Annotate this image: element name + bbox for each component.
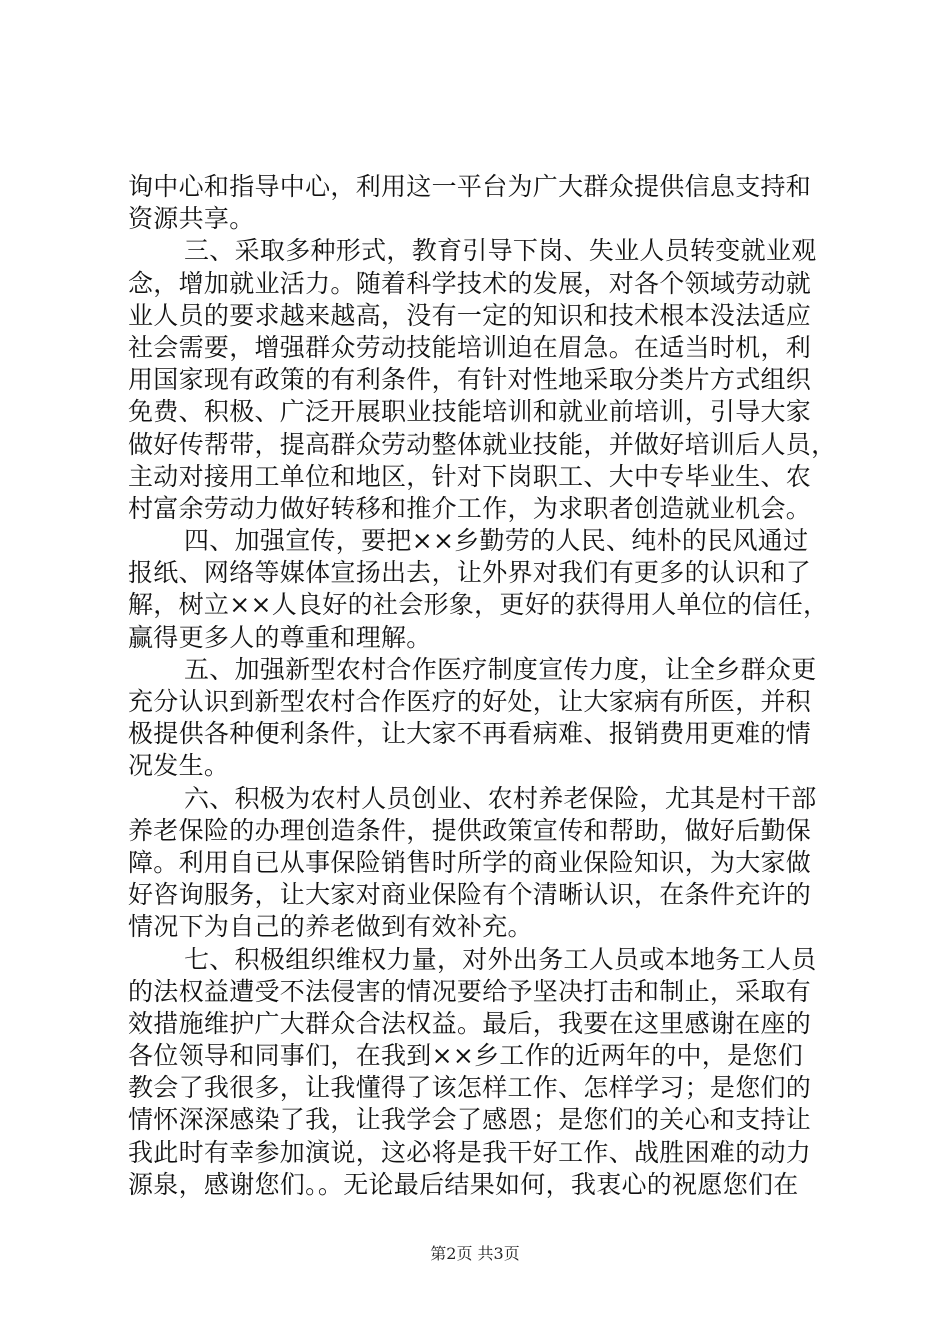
text-line: 解，树立××人良好的社会形象，更好的获得用人单位的信任， <box>128 590 829 620</box>
text-line: 询中心和指导中心，利用这一平台为广大群众提供信息支持和 <box>128 172 812 201</box>
document-body <box>128 171 837 1201</box>
text-line: 我此时有幸参加演说，这必将是我干好工作、战胜困难的动力 <box>128 1137 812 1167</box>
text-line: 主动对接用工单位和地区，针对下岗职工、大中专毕业生、农 <box>128 461 812 491</box>
paragraph-first-line: 七、积极组织维权力量，对外出务工人员或本地务工人员 <box>184 944 817 974</box>
text-line: 教会了我很多，让我懂得了该怎样工作、怎样学习；是您们的 <box>128 1073 812 1103</box>
text-line: 念，增加就业活力。随着科学技术的发展，对各个领域劳动就 <box>128 268 812 298</box>
text-line: 各位领导和同事们，在我到××乡工作的近两年的中，是您们 <box>128 1041 803 1071</box>
text-line: 免费、积极、广泛开展职业技能培训和就业前培训，引导大家 <box>128 397 812 427</box>
text-line: 社会需要，增强群众劳动技能培训迫在眉急。在适当时机，利 <box>128 332 812 362</box>
text-line: 养老保险的办理创造条件，提供政策宣传和帮助，做好后勤保 <box>128 815 812 845</box>
text-line: 用国家现有政策的有利条件，有针对性地采取分类片方式组织 <box>128 365 812 395</box>
text-line: 源泉，感谢您们。。无论最后结果如何，我衷心的祝愿您们在 <box>128 1169 799 1199</box>
paragraph-first-line: 六、积极为农村人员创业、农村养老保险，尤其是村干部 <box>184 783 817 813</box>
text-line: 报纸、网络等媒体宣扬出去，让外界对我们有更多的认识和了 <box>128 558 812 588</box>
text-line: 情怀深深感染了我，让我学会了感恩；是您们的关心和支持让 <box>128 1105 812 1135</box>
text-line: 极提供各种便利条件，让大家不再看病难、报销费用更难的情 <box>128 719 812 749</box>
text-line: 村富余劳动力做好转移和推介工作，为求职者创造就业机会。 <box>128 493 812 523</box>
text-line: 资源共享。 <box>128 204 255 234</box>
text-line: 业人员的要求越来越高，没有一定的知识和技术根本没法适应 <box>128 300 812 330</box>
text-line: 做好传帮带，提高群众劳动整体就业技能，并做好培训后人员， <box>128 429 837 459</box>
page-footer: 第2页 共3页 <box>430 1244 520 1263</box>
text-line: 赢得更多人的尊重和理解。 <box>128 622 432 652</box>
text-line: 的法权益遭受不法侵害的情况要给予坚决打击和制止，采取有 <box>128 976 812 1006</box>
text-line: 障。利用自已从事保险销售时所学的商业保险知识，为大家做 <box>128 847 812 877</box>
paragraph-first-line: 三、采取多种形式，教育引导下岗、失业人员转变就业观 <box>184 236 817 266</box>
text-line: 好咨询服务，让大家对商业保险有个清晰认识，在条件充许的 <box>128 880 812 910</box>
paragraph-first-line: 五、加强新型农村合作医疗制度宣传力度，让全乡群众更 <box>184 654 817 684</box>
text-line: 况发生。 <box>128 751 230 781</box>
text-line: 情况下为自己的养老做到有效补充。 <box>128 912 533 942</box>
text-line: 充分认识到新型农村合作医疗的好处，让大家病有所医，并积 <box>128 687 812 716</box>
text-line: 效措施维护广大群众合法权益。最后，我要在这里感谢在座的 <box>128 1008 812 1038</box>
paragraph-first-line: 四、加强宣传，要把××乡勤劳的人民、纯朴的民风通过 <box>184 526 809 556</box>
